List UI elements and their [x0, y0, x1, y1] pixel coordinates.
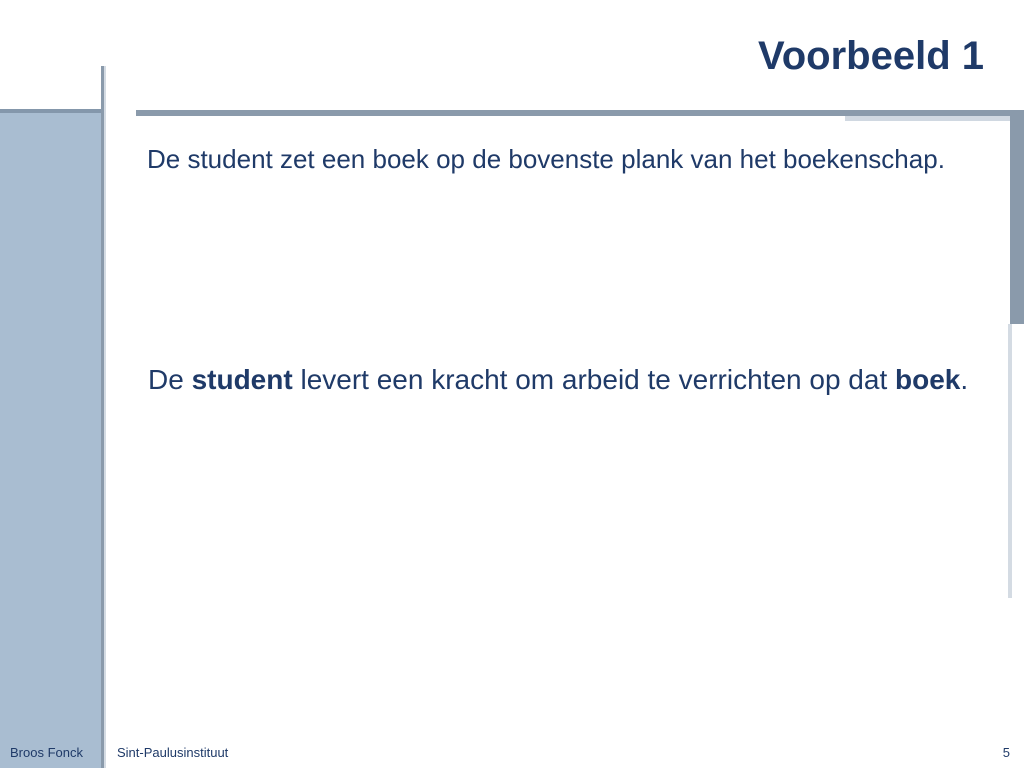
statement-text: De student zet een boek op de bovenste plank van het boekenschap. [147, 144, 945, 174]
right-accent-line [1008, 324, 1012, 598]
slide-title: Voorbeeld 1 [758, 34, 984, 78]
emphasis-student: student [191, 364, 293, 395]
explanation-part: De [148, 364, 192, 395]
footer-author: Broos Fonck [10, 745, 83, 760]
footer-school: Sint-Paulusinstituut [117, 745, 229, 760]
side-panel [0, 113, 101, 768]
title-underline-highlight [845, 116, 1024, 121]
explanation-text [148, 356, 988, 404]
page-number: 5 [1002, 745, 1010, 760]
emphasis-boek: boek [895, 364, 961, 395]
explanation-part: . [960, 364, 969, 395]
right-accent-bar [1010, 116, 1024, 324]
vertical-divider-highlight [104, 66, 106, 768]
explanation-part: levert een kracht om arbeid te verrichten op dat [292, 364, 896, 395]
